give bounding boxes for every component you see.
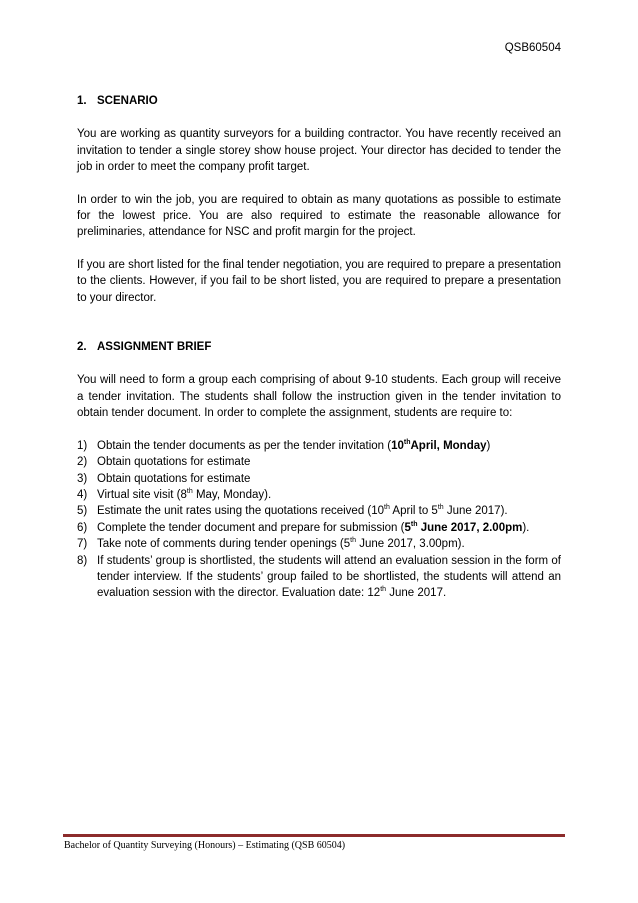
- list-item: 5) Estimate the unit rates using the quotations received (10th April to 5th June 2017).: [77, 503, 561, 519]
- paragraph: If you are short listed for the final tender negotiation, you are required to prepare a presentation to the clients. However, if you fail to be short listed, you are required to prepare a presentation to your director.: [77, 258, 561, 304]
- paragraph: You will need to form a group each comprising of about 9-10 students. Each group will receive a tender invitation. The students shall follow the instruction given in the tender invitation to obtain tender document. In order to complete the assignment, students are require to:: [77, 374, 561, 420]
- list-number: 4): [77, 488, 88, 501]
- paragraph: You are working as quantity surveyors for a building contractor. You have recently received an invitation to tender a single storey show house project. Your director has decided to tender the job in order to meet the company profit target.: [77, 128, 561, 174]
- list-item: 8) If students’ group is shortlisted, the students will attend an evaluation session in the form of tender interview. If the students’ group failed to be shortlisted, the students will attend an evaluation session with the director. Evaluation date: 12th June 2017.: [77, 554, 561, 600]
- section-heading-assignment-brief: [77, 339, 561, 355]
- section-number: 2.: [77, 341, 87, 354]
- list-item: 7) Take note of comments during tender openings (5th June 2017, 3.00pm).: [77, 536, 561, 552]
- section-heading-scenario: [77, 93, 561, 109]
- list-item: 6) Complete the tender document and prepare for submission (5th June 2017, 2.00pm).: [77, 520, 561, 536]
- list-number: 3): [77, 472, 88, 485]
- task-list: [77, 438, 561, 602]
- bold-date: 5th June 2017, 2.00pm: [404, 520, 523, 534]
- footer-text: Bachelor of Quantity Surveying (Honours) – Estimating (QSB 60504): [64, 840, 346, 851]
- list-number: 8): [77, 554, 88, 567]
- list-number: 5): [77, 505, 88, 518]
- section-title: SCENARIO: [97, 95, 158, 107]
- section-number: 1.: [77, 95, 87, 107]
- document-body: [77, 93, 561, 602]
- list-number: 2): [77, 456, 88, 469]
- section-title: ASSIGNMENT BRIEF: [97, 341, 212, 354]
- list-number: 1): [77, 439, 88, 452]
- bold-date: 10thApril, Monday: [391, 438, 487, 452]
- list-item: 3) Obtain quotations for estimate: [77, 471, 561, 487]
- list-item: 2) Obtain quotations for estimate: [77, 454, 561, 470]
- list-number: 7): [77, 538, 88, 551]
- list-item: 4) Virtual site visit (8th May, Monday).: [77, 487, 561, 503]
- paragraph: In order to win the job, you are required to obtain as many quotations as possible to estimate for the lowest price. You are also required to estimate the reasonable allowance for preliminaries, attendance for NSC and profit margin for the project.: [77, 193, 561, 239]
- document-code: QSB60504: [504, 42, 561, 54]
- footer-divider: [63, 834, 565, 837]
- list-item: 1) Obtain the tender documents as per the tender invitation (10thApril, Monday): [77, 438, 561, 454]
- list-number: 6): [77, 521, 88, 534]
